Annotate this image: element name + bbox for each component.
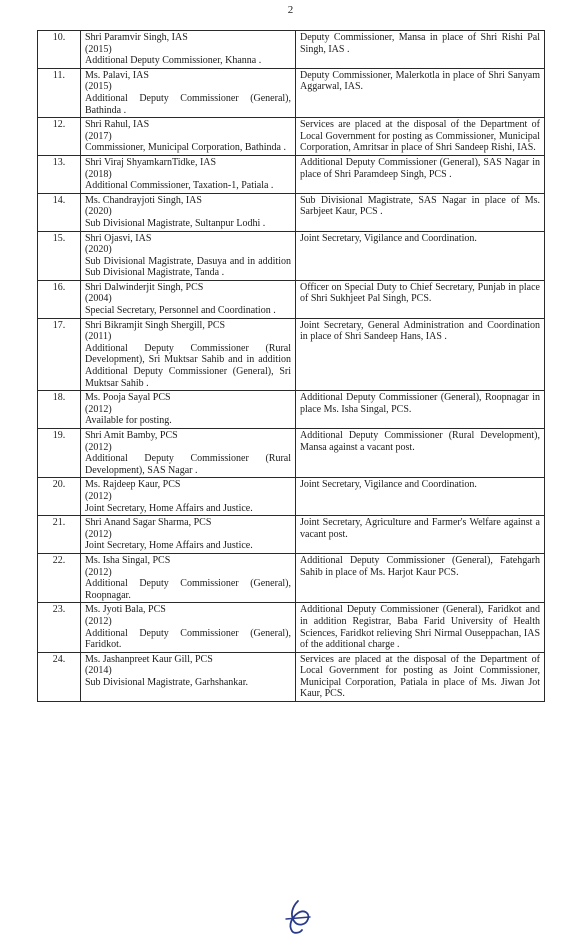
officer-name: Shri Ojasvi, IAS: [85, 232, 152, 244]
new-posting: Officer on Special Duty to Chief Secretary, Punjab in place of Shri Sukhjeet Pal Singh, PCS.: [296, 280, 545, 318]
postings-table-body: [38, 31, 545, 702]
current-posting: Additional Deputy Commissioner (General), Faridkot.: [85, 627, 291, 651]
batch-year: (2014): [85, 665, 112, 677]
table-row: [38, 429, 545, 478]
new-posting: Services are placed at the disposal of the Department of Local Government for posting as Commissioner, Municipal Corporation, Amritsar in place of Shri Sandeep Rishi, IAS.: [296, 118, 545, 156]
officer-name: Shri Dalwinderjit Singh, PCS: [85, 281, 204, 293]
new-posting: Joint Secretary, General Administration and Coordination in place of Shri Sandeep Hans, IAS .: [296, 318, 545, 391]
serial-number: 21.: [38, 516, 81, 554]
current-posting: Additional Deputy Commissioner, Khanna .: [85, 55, 262, 67]
new-posting: Joint Secretary, Vigilance and Coordination.: [296, 231, 545, 280]
new-posting: Deputy Commissioner, Mansa in place of Shri Rishi Pal Singh, IAS .: [296, 31, 545, 69]
table-row: [38, 318, 545, 391]
officer-name: Shri Amit Bamby, PCS: [85, 430, 178, 441]
officer-name: Shri Anand Sagar Sharma, PCS: [85, 517, 212, 529]
officer-cell: [81, 553, 296, 602]
serial-number: 10.: [38, 31, 81, 69]
batch-year: (2012): [85, 490, 112, 502]
current-posting: Joint Secretary, Home Affairs and Justice.: [85, 540, 253, 552]
table-row: [38, 553, 545, 602]
serial-number: 12.: [38, 118, 81, 156]
serial-number: 23.: [38, 603, 81, 652]
batch-year: (2020): [85, 206, 112, 218]
table-row: [38, 31, 545, 69]
officer-name: Shri Rahul, IAS: [85, 119, 150, 131]
officer-cell: [81, 516, 296, 554]
batch-year: (2018): [85, 168, 112, 180]
batch-year: (2011): [85, 331, 112, 343]
serial-number: 14.: [38, 193, 81, 231]
table-row: [38, 478, 545, 516]
serial-number: 18.: [38, 391, 81, 429]
batch-year: (2020): [85, 244, 112, 256]
serial-number: 17.: [38, 318, 81, 391]
officer-cell: [81, 231, 296, 280]
officer-name: Ms. Chandrayjoti Singh, IAS: [85, 194, 202, 206]
handwritten-signature-icon: [280, 897, 316, 937]
serial-number: 19.: [38, 429, 81, 478]
new-posting: Additional Deputy Commissioner (General), Fatehgarh Sahib in place of Ms. Harjot Kaur PCS.: [296, 553, 545, 602]
current-posting: Commissioner, Municipal Corporation, Bathinda .: [85, 142, 286, 154]
officer-cell: [81, 193, 296, 231]
officer-cell: [81, 318, 296, 391]
batch-year: (2004): [85, 293, 112, 305]
officer-name: Ms. Jashanpreet Kaur Gill, PCS: [85, 653, 213, 665]
batch-year: (2017): [85, 130, 112, 142]
new-posting: Additional Deputy Commissioner (Rural Development), Mansa against a vacant post.: [296, 429, 545, 478]
officer-name: Ms. Pooja Sayal PCS: [85, 392, 171, 404]
current-posting: Sub Divisional Magistrate, Garhshankar.: [85, 676, 249, 688]
current-posting: Special Secretary, Personnel and Coordination .: [85, 305, 276, 317]
new-posting: Deputy Commissioner, Malerkotla in place of Shri Sanyam Aggarwal, IAS.: [296, 68, 545, 117]
officer-cell: [81, 155, 296, 193]
batch-year: (2012): [85, 441, 112, 453]
table-row: [38, 652, 545, 701]
serial-number: 20.: [38, 478, 81, 516]
officer-cell: [81, 118, 296, 156]
current-posting: Available for posting.: [85, 415, 172, 427]
current-posting: Additional Deputy Commissioner (General), Bathinda .: [85, 92, 291, 116]
new-posting: Joint Secretary, Vigilance and Coordination.: [296, 478, 545, 516]
officer-cell: [81, 478, 296, 516]
table-row: [38, 193, 545, 231]
batch-year: (2012): [85, 528, 112, 540]
postings-table: [37, 30, 545, 702]
batch-year: (2015): [85, 81, 112, 93]
table-row: [38, 516, 545, 554]
table-row: [38, 155, 545, 193]
serial-number: 15.: [38, 231, 81, 280]
new-posting: Sub Divisional Magistrate, SAS Nagar in place of Ms. Sarbjeet Kaur, PCS .: [296, 193, 545, 231]
current-posting: Additional Deputy Commissioner (Rural Development), SAS Nagar .: [85, 453, 291, 476]
serial-number: 24.: [38, 652, 81, 701]
officer-name: Ms. Rajdeep Kaur, PCS: [85, 479, 181, 491]
officer-name: Ms. Isha Singal, PCS: [85, 554, 171, 566]
new-posting: Joint Secretary, Agriculture and Farmer's Welfare against a vacant post.: [296, 516, 545, 554]
officer-name: Shri Viraj ShyamkarnTidke, IAS: [85, 156, 217, 168]
officer-cell: [81, 31, 296, 69]
table-row: [38, 391, 545, 429]
new-posting: Additional Deputy Commissioner (General), Faridkot and in addition Registrar, Baba Farid University of Health Sciences, Faridkot relieving Shri Nirmal Ouseppachan, IAS of the additional charge .: [296, 603, 545, 652]
page-number: 2: [287, 4, 294, 16]
current-posting: Additional Commissioner, Taxation-1, Patiala .: [85, 180, 274, 192]
table-row: [38, 603, 545, 652]
batch-year: (2012): [85, 566, 112, 578]
new-posting: Additional Deputy Commissioner (General), SAS Nagar in place of Shri Paramdeep Singh, PCS .: [296, 155, 545, 193]
current-posting: Additional Deputy Commissioner (General), Roopnagar.: [85, 578, 291, 601]
table-row: [38, 231, 545, 280]
new-posting: Services are placed at the disposal of the Department of Local Government for posting as Joint Commissioner, Municipal Corporation, Patiala in place of Ms. Jiwan Jot Kaur, PCS.: [296, 652, 545, 701]
serial-number: 16.: [38, 280, 81, 318]
officer-cell: [81, 652, 296, 701]
officer-cell: [81, 280, 296, 318]
officer-cell: [81, 68, 296, 117]
serial-number: 22.: [38, 553, 81, 602]
officer-name: Ms. Jyoti Bala, PCS: [85, 604, 166, 616]
table-row: [38, 68, 545, 117]
current-posting: Sub Divisional Magistrate, Dasuya and in addition Sub Divisional Magistrate, Tanda .: [85, 255, 291, 279]
officer-cell: [81, 429, 296, 478]
officer-cell: [81, 391, 296, 429]
new-posting: Additional Deputy Commissioner (General), Roopnagar in place Ms. Isha Singal, PCS.: [296, 391, 545, 429]
serial-number: 13.: [38, 155, 81, 193]
current-posting: Additional Deputy Commissioner (Rural Development), Sri Muktsar Sahib and in addition Additional Deputy Commissioner (General), Sri Muktsar Sahib .: [85, 342, 291, 389]
officer-name: Ms. Palavi, IAS: [85, 69, 149, 81]
batch-year: (2012): [85, 403, 112, 415]
officer-name: Shri Bikramjit Singh Shergill, PCS: [85, 319, 226, 331]
batch-year: (2012): [85, 615, 112, 627]
batch-year: (2015): [85, 43, 112, 55]
serial-number: 11.: [38, 68, 81, 117]
officer-cell: [81, 603, 296, 652]
officer-name: Shri Paramvir Singh, IAS: [85, 32, 188, 43]
current-posting: Joint Secretary, Home Affairs and Justice.: [85, 502, 253, 514]
current-posting: Sub Divisional Magistrate, Sultanpur Lodhi .: [85, 217, 266, 229]
table-row: [38, 118, 545, 156]
table-row: [38, 280, 545, 318]
